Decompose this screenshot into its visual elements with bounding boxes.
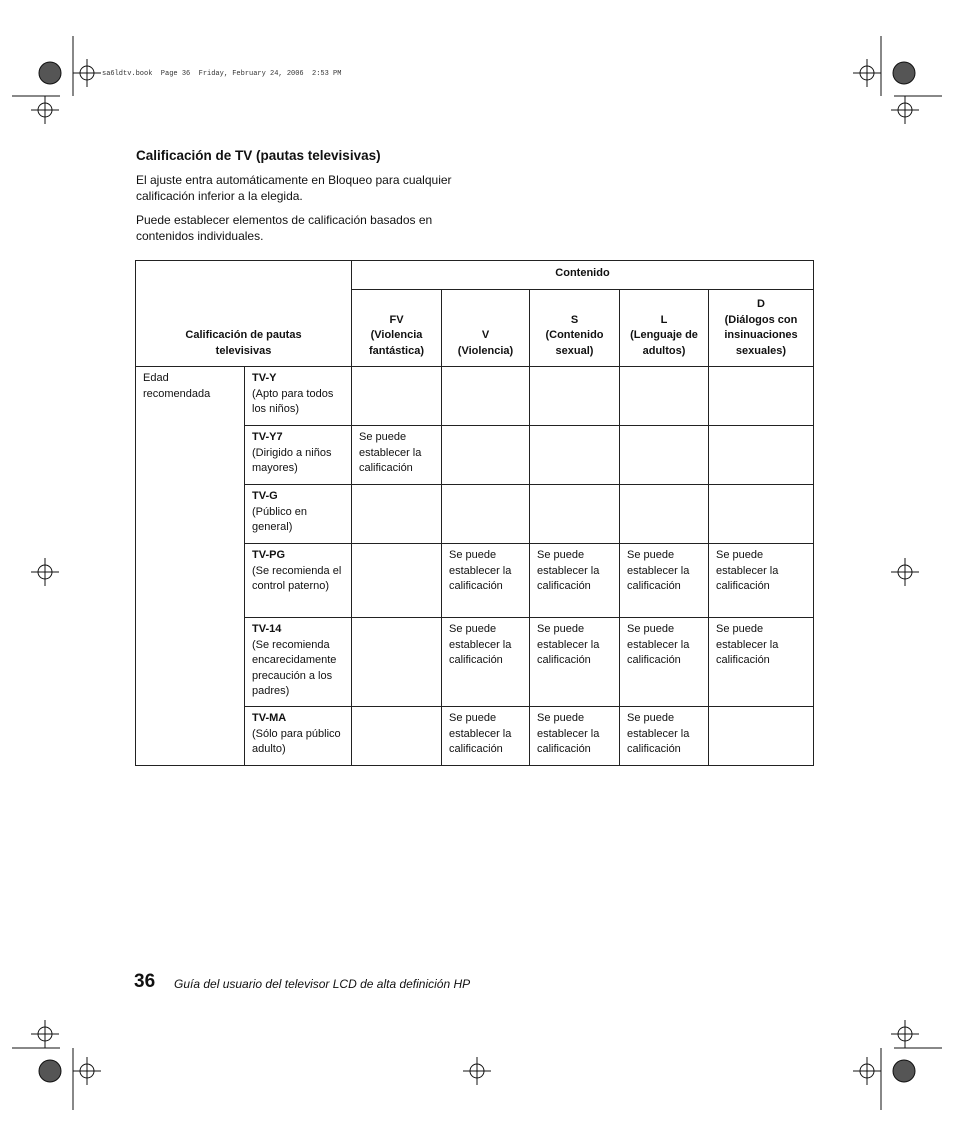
content-header: Contenido: [352, 261, 814, 290]
content-cell: Se puede establecer la calificación: [709, 618, 814, 707]
column-description: (Diálogos con insinuaciones sexuales): [724, 313, 798, 357]
content-cell: [530, 485, 620, 544]
rating-code: TV-Y7: [252, 431, 283, 443]
content-cell: [442, 426, 530, 485]
column-description: (Lenguaje de adultos): [630, 329, 698, 357]
column-header-s: [530, 290, 620, 367]
content-cell: Se puede establecer la calificación: [530, 707, 620, 766]
content-cell: Se puede establecer la calificación: [709, 544, 814, 618]
column-header-fv: [352, 290, 442, 367]
content-cell: [620, 485, 709, 544]
table-row: [136, 367, 814, 426]
content-cell: [442, 367, 530, 426]
content-cell: Se puede establecer la calificación: [352, 426, 442, 485]
content-cell: [620, 367, 709, 426]
column-description: (Violencia fantástica): [368, 329, 425, 357]
content-cell: [352, 485, 442, 544]
content-cell: [352, 707, 442, 766]
rating-cell: [245, 367, 352, 426]
content-cell: [442, 485, 530, 544]
content-cell: [352, 618, 442, 707]
column-code: FV: [389, 313, 404, 326]
content-cell: [709, 426, 814, 485]
content-paragraph: Puede establecer elementos de calificación basados en contenidos individuales.: [136, 213, 433, 243]
rating-cell: [245, 707, 352, 766]
intro-paragraph: El ajuste entra automáticamente en Bloqueo para cualquier calificación inferior a la elegida.: [136, 173, 452, 203]
rating-cell: [245, 485, 352, 544]
column-code: L: [660, 313, 668, 326]
content-cell: Se puede establecer la calificación: [530, 544, 620, 618]
column-description: (Violencia): [457, 344, 514, 357]
rating-description: (Se recomienda encarecidamente precaución a los padres): [252, 638, 337, 697]
rating-code: TV-PG: [252, 549, 286, 561]
ratings-table: [135, 260, 814, 766]
content-cell: Se puede establecer la calificación: [620, 707, 709, 766]
content-cell: [709, 707, 814, 766]
column-header-l: [620, 290, 709, 367]
content-cell: Se puede establecer la calificación: [442, 707, 530, 766]
section-title: Calificación de TV (pautas televisivas): [136, 148, 381, 163]
rating-description: (Público en general): [252, 505, 308, 533]
rating-code: TV-Y: [252, 372, 277, 384]
column-header-d: [709, 290, 814, 367]
column-header-v: [442, 290, 530, 367]
content-cell: Se puede establecer la calificación: [530, 618, 620, 707]
rating-code: TV-14: [252, 623, 282, 635]
rating-description: (Sólo para público adulto): [252, 727, 341, 755]
content-cell: [530, 367, 620, 426]
content-cell: [352, 544, 442, 618]
rating-description: (Se recomienda el control paterno): [252, 564, 342, 592]
rating-cell: [245, 544, 352, 618]
rating-cell: [245, 426, 352, 485]
rating-description: (Apto para todos los niños): [252, 387, 334, 415]
column-code: V: [481, 329, 490, 341]
corner-header: Calificación de pautas televisivas: [136, 261, 352, 367]
rating-code: TV-G: [252, 490, 278, 502]
page-number: 36: [134, 971, 156, 992]
content-cell: [352, 367, 442, 426]
content-cell: Se puede establecer la calificación: [442, 544, 530, 618]
column-description: (Contenido sexual): [545, 329, 604, 357]
content-cell: Se puede establecer la calificación: [442, 618, 530, 707]
content-cell: [709, 485, 814, 544]
footer-guide-title: Guía del usuario del televisor LCD de alta definición HP: [174, 977, 471, 991]
column-code: S: [570, 313, 579, 326]
content-cell: [530, 426, 620, 485]
rating-description: (Dirigido a niños mayores): [252, 446, 332, 474]
file-info-header: sa6ldtv.book Page 36 Friday, February 24, 2006 2:53 PM: [102, 70, 342, 78]
rating-code: TV-MA: [252, 712, 287, 724]
column-code: D: [757, 298, 765, 310]
content-cell: [620, 426, 709, 485]
content-cell: [709, 367, 814, 426]
content-cell: Se puede establecer la calificación: [620, 544, 709, 618]
rating-cell: [245, 618, 352, 707]
content-cell: Se puede establecer la calificación: [620, 618, 709, 707]
age-group-cell: Edad recomendada: [136, 367, 245, 766]
